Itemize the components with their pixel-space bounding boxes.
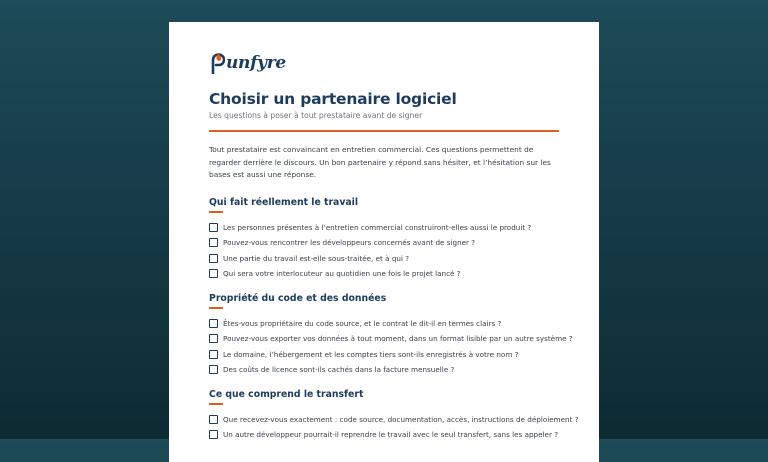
item-checkbox[interactable]	[209, 254, 218, 263]
title-divider	[209, 130, 559, 132]
checklist-item	[209, 220, 559, 236]
section-handover	[209, 388, 579, 443]
item-label: Pouvez-vous exporter vos données à tout moment, dans un format lisible par un autre système ?	[223, 334, 573, 344]
checklist-item	[209, 251, 559, 267]
intro-paragraph: Tout prestataire est convaincant en entretien commercial. Ces questions permettent de regarder derrière le discours. Un bon partenaire y répond sans hésiter, et l’hésitation sur les bases est aussi une réponse.	[209, 145, 551, 179]
section-divider	[209, 403, 223, 405]
item-label: Le domaine, l’hébergement et les comptes tiers sont-ils enregistrés à votre nom ?	[223, 349, 519, 359]
item-label: Les personnes présentes à l’entretien commercial construiront-elles aussi le produit ?	[223, 222, 532, 232]
flame-p-logo-icon	[209, 52, 225, 74]
item-checkbox[interactable]	[209, 415, 218, 424]
brand-name: unfyre	[226, 53, 286, 73]
checklist-item	[209, 316, 559, 332]
checklist-item	[209, 347, 559, 363]
item-checkbox[interactable]	[209, 223, 218, 232]
section-title: Qui fait réellement le travail	[209, 196, 359, 208]
document-page	[169, 22, 599, 462]
item-checkbox[interactable]	[209, 350, 218, 359]
section-title: Ce que comprend le transfert	[209, 388, 364, 400]
item-checkbox[interactable]	[209, 238, 218, 247]
item-checkbox[interactable]	[209, 430, 218, 439]
item-checkbox[interactable]	[209, 269, 218, 278]
checklist-item	[209, 362, 559, 378]
item-label: Êtes-vous propriétaire du code source, et le contrat le dit-il en termes clairs ?	[223, 318, 502, 328]
item-label: Des coûts de licence sont-ils cachés dans la facture mensuelle ?	[223, 365, 455, 375]
item-label: Un autre développeur pourrait-il reprendre le travail avec le seul transfert, sans les appeler ?	[223, 430, 559, 440]
checklist-item	[209, 266, 559, 282]
checklist-item	[209, 331, 573, 347]
item-checkbox[interactable]	[209, 365, 218, 374]
brand-logo	[209, 50, 559, 76]
section-code-ownership	[209, 292, 573, 378]
page-subtitle: Les questions à poser à tout prestataire avant de signer	[209, 111, 423, 120]
item-checkbox[interactable]	[209, 334, 218, 343]
checklist-item	[209, 427, 559, 443]
checklist-item	[209, 235, 559, 251]
section-divider	[209, 211, 223, 213]
item-label: Une partie du travail est-elle sous-traitée, et à qui ?	[223, 253, 410, 263]
section-title: Propriété du code et des données	[209, 292, 387, 304]
item-label: Que recevez-vous exactement : code source, documentation, accès, instructions de déploiement ?	[223, 414, 579, 424]
checklist-item	[209, 412, 579, 428]
section-divider	[209, 307, 223, 309]
item-label: Pouvez-vous rencontrer les développeurs concernés avant de signer ?	[223, 238, 476, 248]
page-title: Choisir un partenaire logiciel	[209, 90, 457, 108]
item-checkbox[interactable]	[209, 319, 218, 328]
item-label: Qui sera votre interlocuteur au quotidien une fois le projet lancé ?	[223, 269, 461, 279]
section-who-does-work	[209, 197, 559, 282]
